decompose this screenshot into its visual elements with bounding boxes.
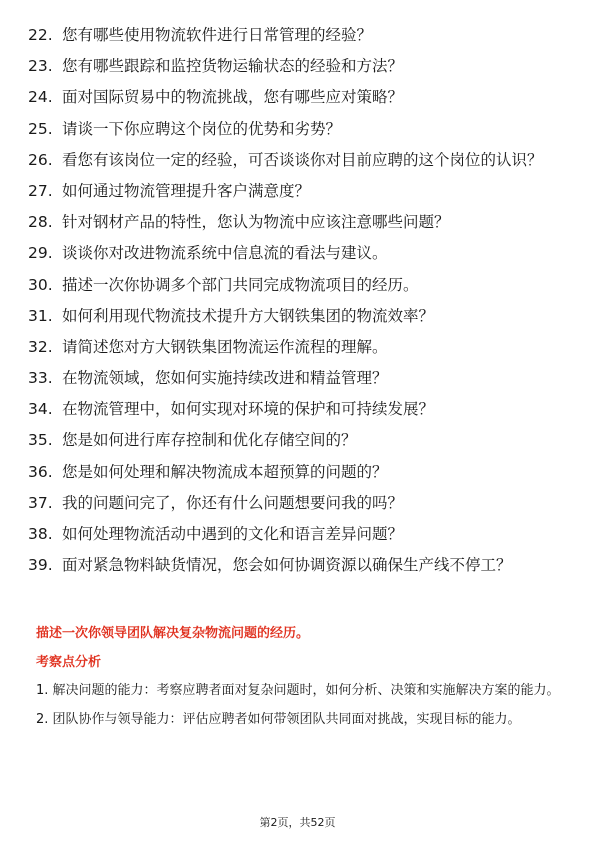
question-item-29 <box>28 242 568 265</box>
question-text: 请谈一下你应聘这个岗位的优势和劣势？ <box>62 119 342 138</box>
question-item-23 <box>28 55 568 78</box>
question-item-35 <box>28 429 568 452</box>
question-text: 我的问题问完了，你还有什么问题想要问我的吗？ <box>62 493 404 512</box>
question-text: 谈谈你对改进物流系统中信息流的看法与建议。 <box>62 244 388 263</box>
question-item-39 <box>28 554 568 577</box>
question-text: 您有哪些使用物流软件进行日常管理的经验？ <box>62 26 373 44</box>
answer-question-title: 描述一次你领导团队解决复杂物流问题的经历。 <box>36 626 310 641</box>
question-number: 32. <box>28 337 53 356</box>
question-text: 看您有该岗位一定的经验，可否谈谈你对目前应聘的这个岗位的认识？ <box>62 150 543 169</box>
question-item-33 <box>28 367 568 390</box>
question-item-32 <box>28 336 568 359</box>
question-number: 38. <box>28 525 53 543</box>
question-number: 22. <box>28 26 53 44</box>
analysis-point: 1. 解决问题的能力：考察应聘者面对复杂问题时，如何分析、决策和实施解决方案的能力。 <box>36 683 560 698</box>
analysis-point: 2. 团队协作与领导能力：评估应聘者如何带领团队共同面对挑战，实现目标的能力。 <box>36 712 521 727</box>
question-number: 26. <box>28 150 53 169</box>
question-number: 30. <box>28 275 53 294</box>
question-number: 23. <box>28 57 53 76</box>
question-item-26 <box>28 149 568 172</box>
question-text: 面对国际贸易中的物流挑战，您有哪些应对策略？ <box>62 88 404 107</box>
question-number: 39. <box>28 556 53 575</box>
question-item-34 <box>28 398 568 421</box>
analysis-heading: 考察点分析 <box>36 655 102 670</box>
question-item-36 <box>28 461 568 484</box>
question-number: 33. <box>28 369 53 388</box>
question-text: 您是如何进行库存控制和优化存储空间的？ <box>62 431 357 450</box>
question-text: 在物流管理中，如何实现对环境的保护和可持续发展？ <box>62 400 435 419</box>
question-number: 28. <box>28 213 53 232</box>
question-text: 针对钢材产品的特性，您认为物流中应该注意哪些问题？ <box>62 213 450 232</box>
question-text: 在物流领域，您如何实施持续改进和精益管理？ <box>62 369 388 388</box>
question-item-25 <box>28 118 568 141</box>
question-number: 25. <box>28 119 53 138</box>
question-item-24 <box>28 86 568 109</box>
question-text: 如何通过物流管理提升客户满意度？ <box>62 181 311 200</box>
question-number: 31. <box>28 306 53 325</box>
question-number: 24. <box>28 88 53 107</box>
question-text: 如何处理物流活动中遇到的文化和语言差异问题？ <box>62 525 404 543</box>
question-text: 请简述您对方大钢铁集团物流运作流程的理解。 <box>62 337 388 356</box>
page-footer: 第2页，共52页 <box>259 816 336 829</box>
question-number: 36. <box>28 462 53 481</box>
question-text: 您是如何处理和解决物流成本超预算的问题的？ <box>62 462 388 481</box>
answer-section <box>36 624 564 737</box>
question-item-28 <box>28 211 568 234</box>
question-item-31 <box>28 305 568 328</box>
question-list <box>28 24 568 585</box>
question-text: 您有哪些跟踪和监控货物运输状态的经验和方法？ <box>62 57 404 76</box>
question-item-37 <box>28 492 568 515</box>
question-item-38 <box>28 523 568 546</box>
question-item-27 <box>28 180 568 203</box>
question-number: 27. <box>28 181 53 200</box>
question-text: 描述一次你协调多个部门共同完成物流项目的经历。 <box>62 275 419 294</box>
question-number: 37. <box>28 493 53 512</box>
question-text: 如何利用现代物流技术提升方大钢铁集团的物流效率？ <box>62 306 435 325</box>
question-number: 35. <box>28 431 53 450</box>
question-item-22 <box>28 24 568 47</box>
question-text: 面对紧急物料缺货情况，您会如何协调资源以确保生产线不停工？ <box>62 556 512 575</box>
question-number: 29. <box>28 244 53 263</box>
question-item-30 <box>28 274 568 297</box>
question-number: 34. <box>28 400 53 419</box>
